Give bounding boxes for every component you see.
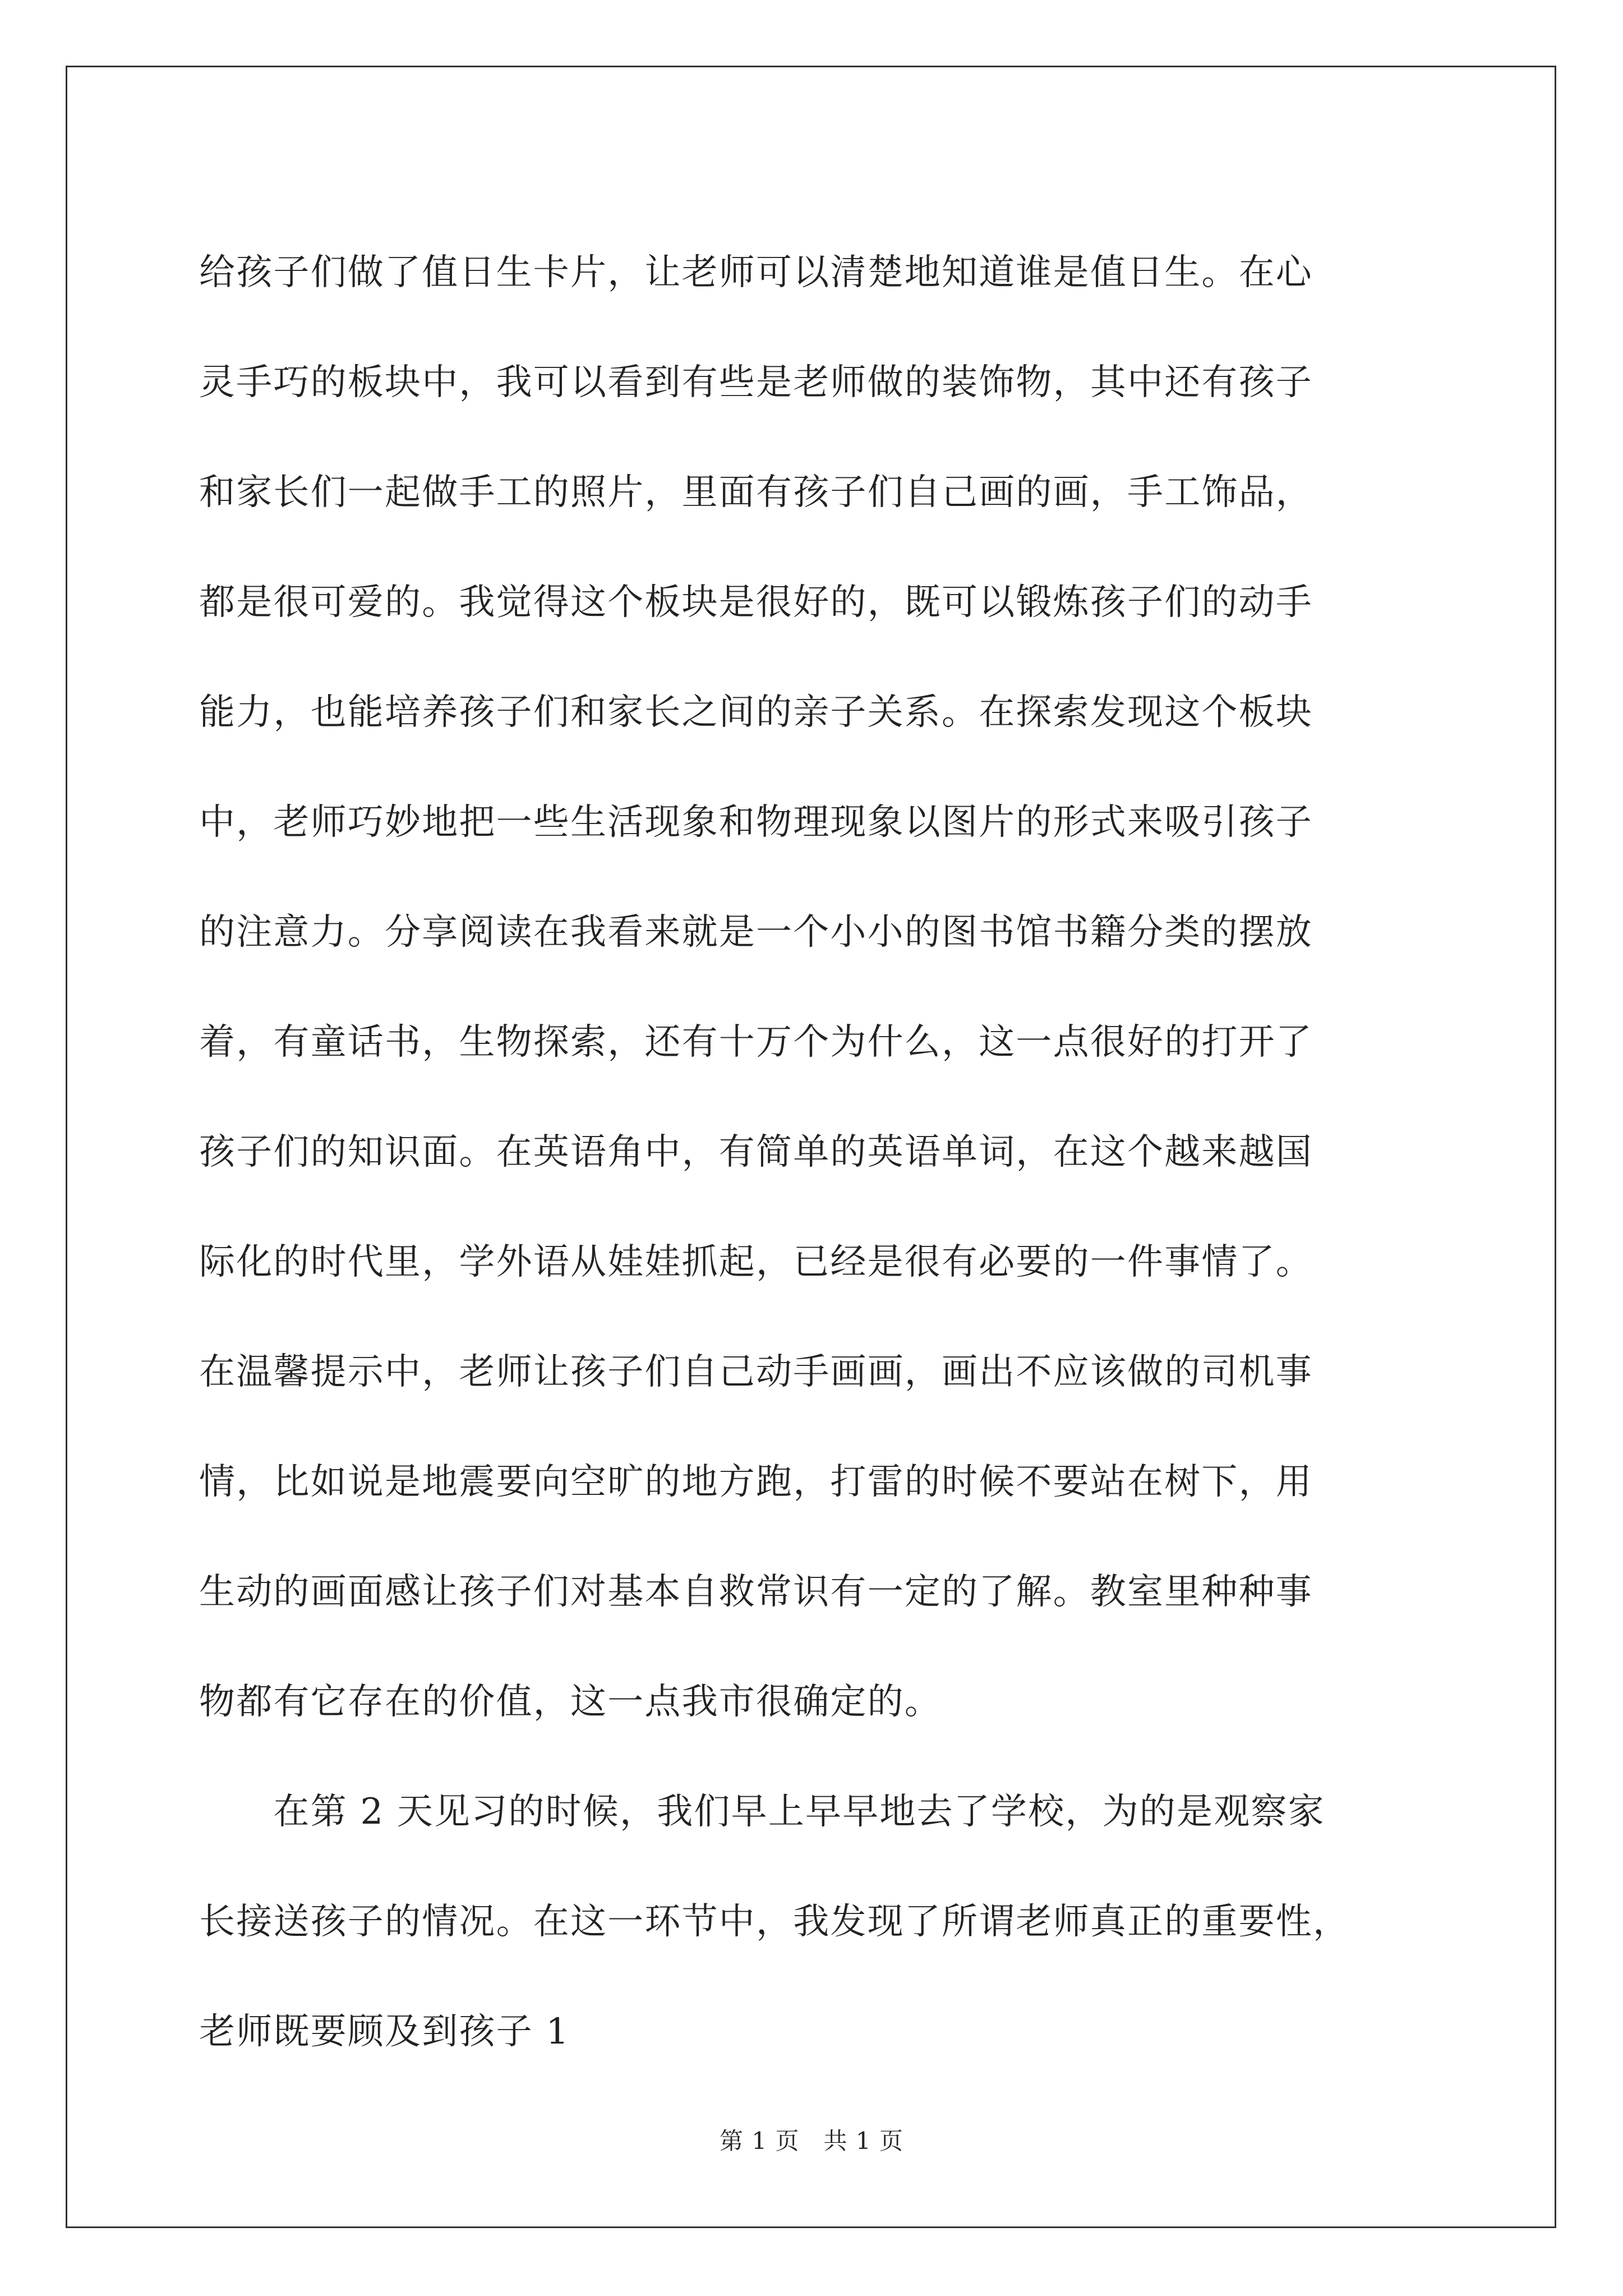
document-body xyxy=(199,218,1461,2087)
text-line: 长接送孩子的情况。在这一环节中，我发现了所谓老师真正的重要性， xyxy=(199,1901,1350,1943)
text-line: 生动的画面感让孩子们对基本自救常识有一定的了解。教室里种种事 xyxy=(199,1571,1313,1613)
text-line: 着，有童话书，生物探索，还有十万个为什么，这一点很好的打开了 xyxy=(199,1022,1313,1063)
text-line: 物都有它存在的价值，这一点我市很确定的。 xyxy=(199,1681,942,1723)
text-line: 孩子们的知识面。在英语角中，有简单的英语单词，在这个越来越国 xyxy=(199,1131,1313,1173)
text-line: 中，老师巧妙地把一些生活现象和物理现象以图片的形式来吸引孩子 xyxy=(199,802,1313,843)
text-line: 能力，也能培养孩子们和家长之间的亲子关系。在探索发现这个板块 xyxy=(199,692,1313,733)
text-line: 老师既要顾及到孩子 1 xyxy=(199,2011,570,2053)
text-line: 的注意力。分享阅读在我看来就是一个小小的图书馆书籍分类的摆放 xyxy=(199,912,1313,953)
text-line: 给孩子们做了值日生卡片，让老师可以清楚地知道谁是值日生。在心 xyxy=(199,252,1313,293)
text-line: 情，比如说是地震要向空旷的地方跑，打雷的时候不要站在树下，用 xyxy=(199,1461,1313,1503)
text-line: 都是很可爱的。我觉得这个板块是很好的，既可以锻炼孩子们的动手 xyxy=(199,582,1313,623)
text-line: 灵手巧的板块中，我可以看到有些是老师做的装饰物，其中还有孩子 xyxy=(199,362,1313,403)
text-line: 和家长们一起做手工的照片，里面有孩子们自己画的画，手工饰品， xyxy=(199,472,1313,513)
page-footer: 第 1 页 共 1 页 xyxy=(720,2127,903,2155)
text-line: 在温馨提示中，老师让孩子们自己动手画画，画出不应该做的司机事 xyxy=(199,1351,1313,1393)
text-line: 际化的时代里，学外语从娃娃抓起，已经是很有必要的一件事情了。 xyxy=(199,1241,1313,1283)
paragraph-start-line: 在第 2 天见习的时候，我们早上早早地去了学校，为的是观察家 xyxy=(199,1791,1325,1833)
